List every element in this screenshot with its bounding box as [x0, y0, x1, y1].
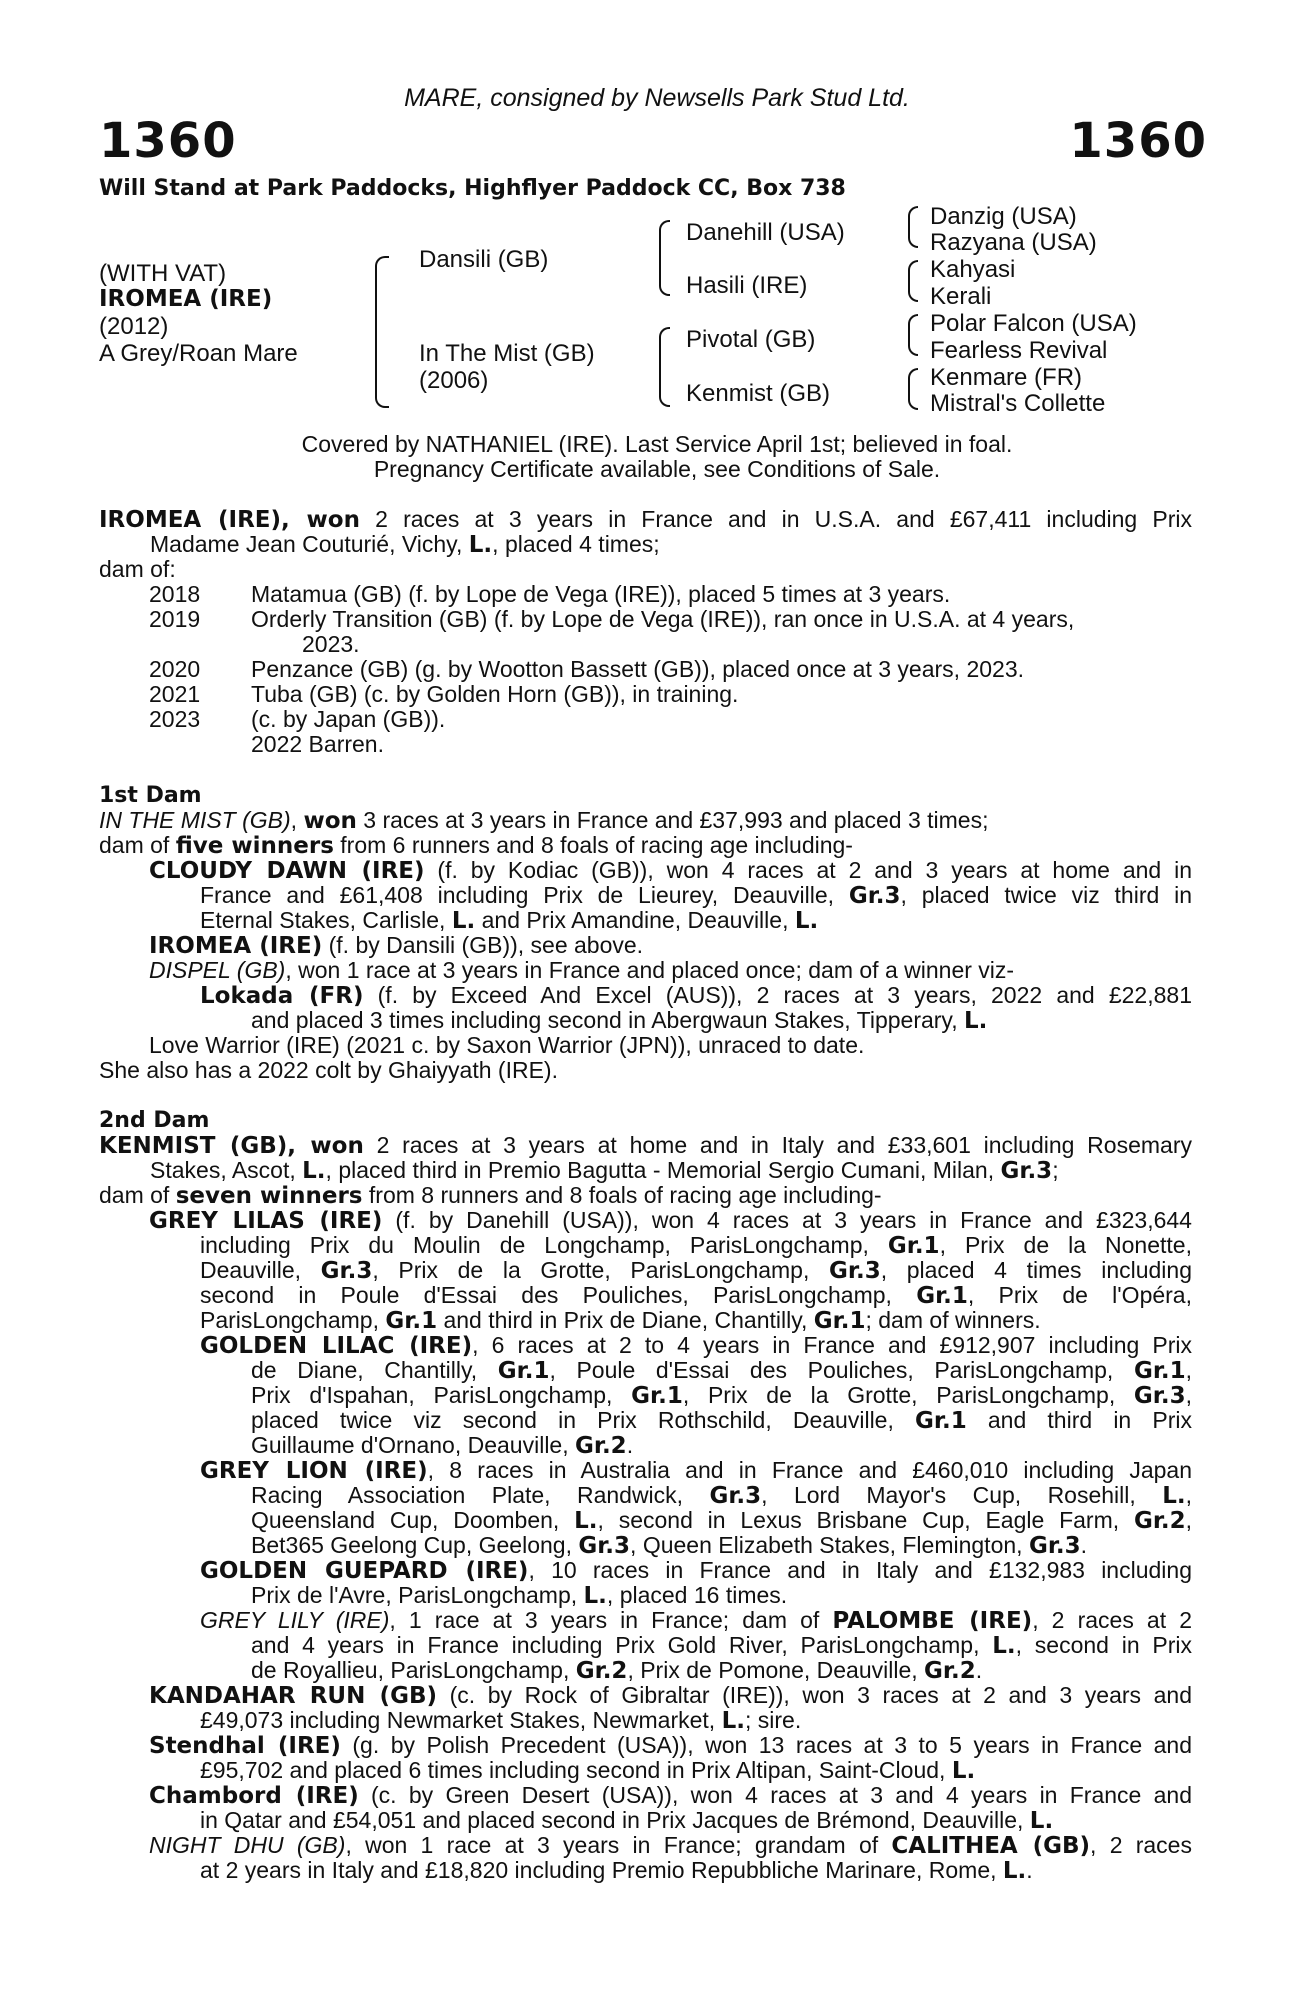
group-mark: Gr.3	[578, 1533, 631, 1559]
night-dhu-name: NIGHT DHU (GB)	[149, 1832, 346, 1858]
ped-g3-6: Fearless Revival	[930, 337, 1108, 364]
listed-mark: L.	[1029, 1808, 1054, 1834]
text: in Qatar and £54,051 and placed second in Prix Jacques de Brémond, Deauville,	[200, 1807, 1030, 1833]
dam-brace	[659, 327, 670, 407]
first-dam-line-1-text: 3 races at 3 years in France and £37,993 and placed 3 times;	[356, 807, 989, 833]
won-label: , won	[281, 507, 360, 533]
dispel-line	[149, 958, 1192, 983]
group-mark: Gr.3	[1133, 1383, 1186, 1409]
grey-lilas-name: GREY LILAS (IRE)	[149, 1208, 383, 1234]
g3-brace-1	[908, 206, 918, 248]
second-dam-line-3	[99, 1183, 1192, 1209]
text: Prix de l'Avre, ParisLongchamp,	[251, 1582, 584, 1608]
dispel-name: DISPEL (GB)	[149, 957, 286, 983]
winners-count: five winners	[175, 833, 334, 859]
produce-text: 2023.	[302, 631, 360, 657]
ped-g3-2: Razyana (USA)	[930, 229, 1097, 256]
listed-mark: L.	[964, 1008, 988, 1034]
text: , placed third in Premio Bagutta - Memorial Sergio Cumani, Milan,	[325, 1157, 1001, 1183]
group-mark: Gr.1	[385, 1308, 438, 1334]
grey-lion-line-4	[251, 1533, 1192, 1559]
first-dam-line-1	[99, 808, 1192, 834]
listed-mark: L.	[1002, 1858, 1027, 1884]
text: (f. by Exceed And Excel (AUS)), 2 races at 3 years, 2022 and £22,881	[363, 982, 1192, 1008]
produce-item-2019-cont	[149, 632, 1192, 657]
text: , Prix de la Grotte, ParisLongchamp,	[372, 1257, 830, 1283]
lot-number-left: 1360	[99, 113, 237, 169]
group-mark: Gr.3	[1000, 1158, 1053, 1184]
text: , Poule d'Essai des Pouliches, ParisLongchamp,	[549, 1357, 1134, 1383]
group-mark: Gr.1	[915, 1408, 967, 1434]
also-has-line: She also has a 2022 colt by Ghaiyyath (IRE).	[99, 1057, 558, 1083]
text: ,	[1185, 1507, 1193, 1533]
sire-name: Dansili (GB)	[419, 246, 549, 273]
iromea-name: IROMEA (IRE)	[149, 933, 323, 959]
group-mark: Gr.1	[1133, 1358, 1186, 1384]
produce-year: 2020	[149, 656, 201, 682]
text: ParisLongchamp,	[200, 1307, 386, 1333]
grey-lion-line-3	[251, 1508, 1192, 1534]
text: (c. by Green Desert (USA)), won 4 races at 3 and 4 years in France and	[358, 1782, 1193, 1808]
text: (c. by Rock of Gibraltar (IRE)), won 3 races at 2 and 3 years and	[437, 1682, 1192, 1708]
winners-count: seven winners	[175, 1183, 363, 1209]
chambord-line-1	[149, 1783, 1192, 1809]
text: (f. by Dansili (GB)), see above.	[322, 932, 644, 958]
text: , placed twice viz third in	[900, 882, 1193, 908]
golden-guepard-line-1	[200, 1558, 1192, 1584]
text: including Prix du Moulin de Longchamp, ParisLongchamp,	[200, 1232, 888, 1258]
text: , won 1 race at 3 years in France and placed once; dam of a winner viz-	[285, 957, 1015, 983]
text: ; sire.	[744, 1707, 802, 1733]
g3-brace-3	[908, 314, 918, 356]
love-warrior-line: Love Warrior (IRE) (2021 c. by Saxon Warrior (JPN)), unraced to date.	[149, 1032, 865, 1058]
produce-line-2-tail: , placed 4 times;	[492, 531, 660, 557]
text: , 2 races	[1090, 1832, 1192, 1858]
grey-lilas-line-2	[200, 1233, 1192, 1259]
ped-g3-5: Polar Falcon (USA)	[930, 310, 1137, 337]
text: ; dam of winners.	[865, 1307, 1041, 1333]
cloudy-dawn-line-2	[200, 883, 1192, 909]
golden-guepard-name: GOLDEN GUEPARD (IRE)	[200, 1558, 529, 1584]
text: and third in Prix de Diane, Chantilly,	[437, 1307, 814, 1333]
produce-item-2018	[149, 582, 1192, 607]
text: (g. by Polish Precedent (USA)), won 13 races at 3 to 5 years in France and	[340, 1732, 1192, 1758]
kandahar-run-name: KANDAHAR RUN (GB)	[149, 1683, 437, 1709]
chambord-line-2	[200, 1808, 1192, 1834]
produce-year: 2019	[149, 606, 201, 632]
grey-lily-line-3	[251, 1658, 1192, 1684]
golden-lilac-name: GOLDEN LILAC (IRE)	[200, 1333, 473, 1359]
horse-year: (2012)	[99, 313, 169, 340]
produce-line-1-text: 2 races at 3 years in France and in U.S.A. and £67,411 including Prix	[359, 506, 1193, 532]
first-dam-line-2	[99, 833, 1192, 859]
dam-name: In The Mist (GB)	[419, 340, 595, 367]
listed-mark: L.	[721, 1708, 745, 1734]
listed-mark: L.	[992, 1633, 1016, 1659]
text: Queensland Cup, Doomben,	[251, 1507, 575, 1533]
grey-lily-name: GREY LILY (IRE)	[200, 1607, 390, 1633]
group-mark: Gr.2	[575, 1658, 628, 1684]
ped-sire-dam: Hasili (IRE)	[686, 272, 808, 299]
text: , second in Lexus Brisbane Cup, Eagle Farm,	[597, 1507, 1134, 1533]
cloudy-dawn-text: (f. by Kodiac (GB)), won 4 races at 2 and 3 years at home and in	[424, 857, 1192, 883]
grey-lion-line-1	[200, 1458, 1192, 1484]
ped-sire-sire: Danehill (USA)	[686, 219, 845, 246]
text: , Prix de la Grotte, ParisLongchamp,	[682, 1382, 1134, 1408]
text: from 8 runners and 8 foals of racing age including-	[362, 1182, 882, 1208]
produce-text: Tuba (GB) (c. by Golden Horn (GB)), in training.	[251, 681, 739, 707]
stendhal-line-2	[200, 1758, 1192, 1784]
kandahar-run-line-1	[149, 1683, 1192, 1709]
group-mark: Gr.3	[848, 883, 901, 909]
text: .	[1080, 1532, 1088, 1558]
sire-brace	[659, 220, 670, 296]
produce-item-2023	[149, 707, 1192, 732]
ped-g3-1: Danzig (USA)	[930, 203, 1077, 230]
standing-location: Will Stand at Park Paddocks, Highflyer Paddock CC, Box 738	[99, 176, 846, 201]
text: , Prix de l'Opéra,	[967, 1282, 1192, 1308]
text: , second in Prix	[1015, 1632, 1192, 1658]
lokada-name: Lokada (FR)	[200, 983, 364, 1009]
text: Racing Association Plate, Randwick,	[251, 1482, 710, 1508]
second-dam-heading: 2nd Dam	[99, 1108, 210, 1133]
dam-of: dam of	[99, 832, 176, 858]
kandahar-run-line-2	[200, 1708, 1192, 1734]
text: France and £61,408 including Prix de Lieurey, Deauville,	[200, 882, 849, 908]
won-label: , won	[287, 1133, 364, 1159]
grey-lily-line-2	[251, 1633, 1192, 1659]
text: .	[1026, 1857, 1033, 1883]
text: ,	[1185, 1382, 1192, 1408]
produce-line-2-text: Madame Jean Couturié, Vichy,	[150, 531, 469, 557]
g3-brace-2	[908, 260, 918, 302]
text: (f. by Danehill (USA)), won 4 races at 3 years in France and £323,644	[382, 1207, 1192, 1233]
stendhal-name: Stendhal (IRE)	[149, 1733, 341, 1759]
grey-lion-line-2	[251, 1483, 1192, 1509]
produce-text: (c. by Japan (GB)).	[251, 706, 446, 732]
ped-dam-sire: Pivotal (GB)	[686, 326, 816, 353]
text: at 2 years in Italy and £18,820 including Premio Repubbliche Marinare, Rome,	[200, 1857, 1003, 1883]
group-mark: Gr.2	[575, 1433, 627, 1459]
text: , won 1 race at 3 years in France; grandam of	[345, 1832, 892, 1858]
produce-item-2020	[149, 657, 1192, 682]
golden-lilac-line-5	[251, 1433, 1192, 1459]
listed-mark: L.	[583, 1583, 607, 1609]
second-dam-line-2	[99, 1158, 1192, 1184]
produce-item-2021	[149, 682, 1192, 707]
kenmist-name: KENMIST (GB)	[99, 1133, 288, 1159]
listed-mark: L.	[302, 1158, 326, 1184]
dam-name-italic: IN THE MIST (GB)	[99, 807, 291, 833]
cloudy-dawn-name: CLOUDY DAWN (IRE)	[149, 858, 425, 884]
produce-item-2019	[149, 607, 1192, 632]
text: ,	[1185, 1357, 1193, 1383]
text: Deauville,	[200, 1257, 321, 1283]
group-mark: Gr.1	[916, 1283, 968, 1309]
text: Stakes, Ascot,	[150, 1157, 303, 1183]
palombe-name: PALOMBE (IRE)	[832, 1608, 1033, 1634]
text: £95,702 and placed 6 times including second in Prix Altipan, Saint-Cloud,	[200, 1757, 952, 1783]
listed-mark: L.	[451, 908, 476, 934]
dam-of-label: dam of:	[99, 556, 176, 582]
produce-text: Matamua (GB) (f. by Lope de Vega (IRE)), placed 5 times at 3 years.	[251, 581, 951, 607]
text: de Royallieu, ParisLongchamp,	[251, 1657, 576, 1683]
text: , 2 races at 2	[1032, 1607, 1192, 1633]
produce-barren: 2022 Barren.	[251, 731, 384, 757]
horse-name-produce: IROMEA (IRE)	[99, 507, 282, 533]
text: , Prix de Pomone, Deauville,	[627, 1657, 925, 1683]
listed-mark: L.	[794, 908, 819, 934]
produce-year: 2018	[149, 581, 201, 607]
text: .	[975, 1657, 983, 1683]
group-mark: Gr.3	[709, 1483, 762, 1509]
group-mark: Gr.2	[1133, 1508, 1186, 1534]
text: , placed 16 times.	[606, 1582, 788, 1608]
calithea-name: CALITHEA (GB)	[891, 1833, 1091, 1859]
group-mark: Gr.3	[1028, 1533, 1081, 1559]
text: and third in Prix	[966, 1407, 1192, 1433]
second-dam-line-1	[99, 1133, 1192, 1159]
grey-lily-line-1	[200, 1608, 1192, 1634]
text: and placed 3 times including second in Abergwaun Stakes, Tipperary,	[251, 1007, 964, 1033]
text: , Prix de la Nonette,	[939, 1232, 1192, 1258]
horse-name: IROMEA (IRE)	[99, 286, 273, 312]
text: placed twice viz second in Prix Rothschild, Deauville,	[251, 1407, 916, 1433]
text: .	[626, 1432, 634, 1458]
grey-lion-name: GREY LION (IRE)	[200, 1458, 428, 1484]
ped-g3-8: Mistral's Collette	[930, 390, 1106, 417]
grey-lilas-line-1	[149, 1208, 1192, 1234]
text: de Diane, Chantilly,	[251, 1357, 498, 1383]
listed-mark: L.	[574, 1508, 598, 1534]
golden-lilac-line-2	[251, 1358, 1192, 1384]
listed-mark: L.	[1162, 1483, 1186, 1509]
text: , Lord Mayor's Cup, Rosehill,	[761, 1482, 1163, 1508]
text: and 4 years in France including Prix Gold River, ParisLongchamp,	[251, 1632, 993, 1658]
pedigree-brace	[375, 256, 389, 408]
produce-text: Penzance (GB) (g. by Wootton Bassett (GB)), placed once at 3 years, 2023.	[251, 656, 1025, 682]
ped-g3-7: Kenmare (FR)	[930, 364, 1083, 391]
text: Guillaume d'Ornano, Deauville,	[251, 1432, 575, 1458]
text: Eternal Stakes, Carlisle,	[200, 907, 452, 933]
ped-g3-3: Kahyasi	[930, 256, 1016, 283]
text: , 6 races at 2 to 4 years in France and £912,907 including Prix	[472, 1332, 1192, 1358]
produce-text: Orderly Transition (GB) (f. by Lope de Vega (IRE)), ran once in U.S.A. at 4 years,	[251, 606, 1075, 632]
text: , 8 races in Australia and in France and £460,010 including Japan	[427, 1457, 1192, 1483]
grey-lilas-line-5	[200, 1308, 1192, 1334]
group-mark: Gr.2	[924, 1658, 976, 1684]
grey-lilas-line-4	[200, 1283, 1192, 1309]
text: , 10 races in France and in Italy and £132,983 including	[528, 1557, 1192, 1583]
dam-of: dam of	[99, 1182, 176, 1208]
first-dam-line-2-text: from 6 runners and 8 foals of racing age including-	[333, 832, 853, 858]
lokada-line-1	[200, 983, 1192, 1009]
cloudy-dawn-line-1	[149, 858, 1192, 884]
grey-lilas-line-3	[200, 1258, 1192, 1284]
text: , Queen Elizabeth Stakes, Flemington,	[630, 1532, 1029, 1558]
text: ;	[1052, 1157, 1059, 1183]
covered-line: Covered by NATHANIEL (IRE). Last Service April 1st; believed in foal.	[301, 431, 1013, 457]
text: ,	[1185, 1482, 1192, 1508]
consignment-line: MARE, consigned by Newsells Park Stud Ltd.	[404, 84, 910, 112]
produce-line-1	[99, 507, 1192, 533]
listed-mark: L.	[951, 1758, 976, 1784]
group-mark: Gr.3	[829, 1258, 881, 1284]
g3-brace-4	[908, 368, 918, 410]
sep: ,	[290, 807, 304, 833]
text: , placed 4 times including	[880, 1257, 1192, 1283]
text: Bet365 Geelong Cup, Geelong,	[251, 1532, 579, 1558]
golden-lilac-line-4	[251, 1408, 1192, 1434]
night-dhu-line-2	[200, 1858, 1192, 1884]
cloudy-dawn-line-3	[200, 908, 1192, 934]
produce-year: 2023	[149, 706, 201, 732]
text: £49,073 including Newmarket Stakes, Newmarket,	[200, 1707, 722, 1733]
lokada-line-2	[251, 1008, 1192, 1034]
group-mark: Gr.1	[497, 1358, 550, 1384]
group-mark: Gr.3	[320, 1258, 373, 1284]
chambord-name: Chambord (IRE)	[149, 1783, 359, 1809]
horse-description: A Grey/Roan Mare	[99, 340, 298, 367]
golden-lilac-line-3	[251, 1383, 1192, 1409]
stendhal-line-1	[149, 1733, 1192, 1759]
first-dam-heading: 1st Dam	[99, 783, 202, 808]
text: Prix d'Ispahan, ParisLongchamp,	[251, 1382, 632, 1408]
golden-guepard-line-2	[251, 1583, 1192, 1609]
ped-dam-dam: Kenmist (GB)	[686, 380, 831, 407]
golden-lilac-line-1	[200, 1333, 1192, 1359]
group-mark: Gr.1	[631, 1383, 683, 1409]
pregnancy-line: Pregnancy Certificate available, see Conditions of Sale.	[373, 456, 941, 482]
text: 2 races at 3 years at home and in Italy and £33,601 including Rosemary	[363, 1132, 1192, 1158]
night-dhu-line-1	[149, 1833, 1192, 1859]
won-label: won	[303, 808, 357, 834]
dam-year: (2006)	[419, 367, 489, 394]
vat-label: (WITH VAT)	[99, 260, 227, 287]
group-mark: Gr.1	[813, 1308, 866, 1334]
group-mark: Gr.1	[887, 1233, 940, 1259]
text: , 1 race at 3 years in France; dam of	[389, 1607, 833, 1633]
text: and Prix Amandine, Deauville,	[475, 907, 795, 933]
listed-mark: L.	[468, 532, 493, 558]
text: second in Poule d'Essai des Pouliches, ParisLongchamp,	[200, 1282, 917, 1308]
produce-year: 2021	[149, 681, 201, 707]
iromea-line	[149, 933, 1192, 959]
ped-g3-4: Kerali	[930, 283, 992, 310]
lot-number-right: 1360	[1069, 113, 1207, 169]
produce-line-2	[99, 532, 1192, 558]
